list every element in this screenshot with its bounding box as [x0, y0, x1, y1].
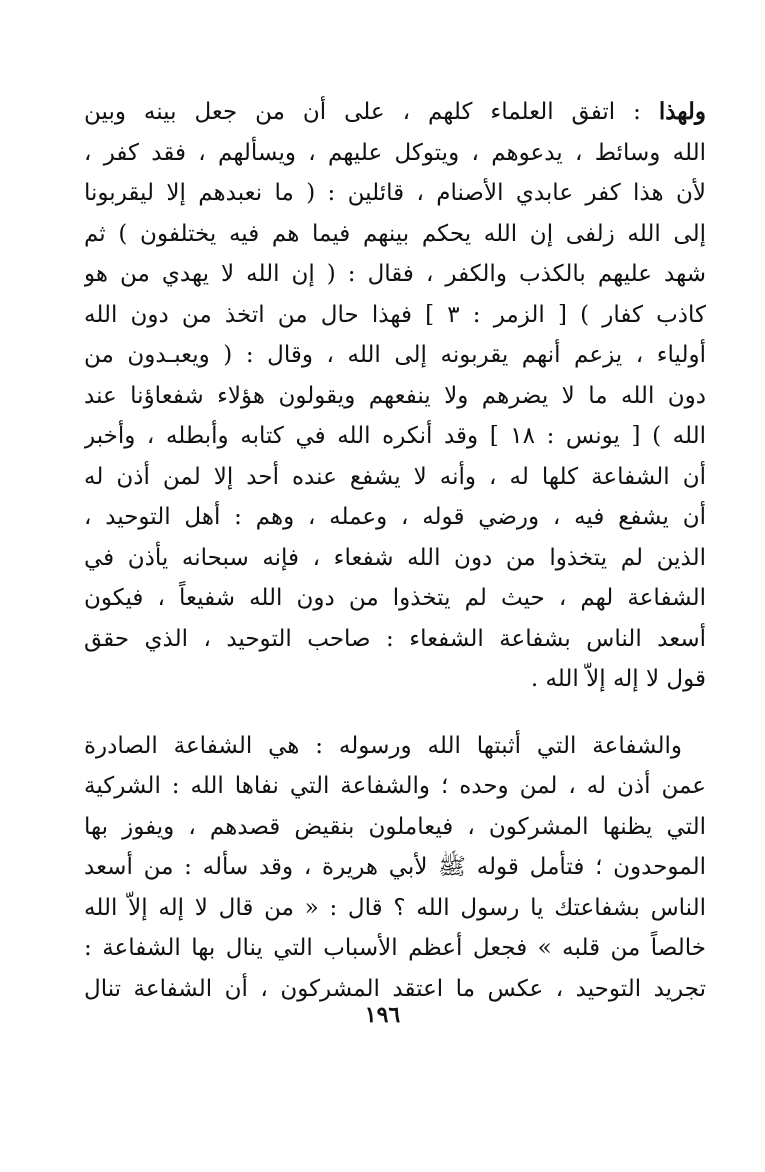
text-line: الشفاعة لهم ، حيث لم يتخذوا من دون الله شفيعاً ، فيكون: [84, 585, 706, 611]
paragraph-2: [84, 726, 706, 1010]
text-line: [84, 92, 706, 133]
text-line: خالصاً من قلبه » فجعل أعظم الأسباب التي ينال بها الشفاعة :: [84, 935, 706, 961]
paragraph-1: [84, 92, 706, 700]
page-number: ١٩٦: [364, 1002, 401, 1028]
text-line: لأن هذا كفر عابدي الأصنام ، قائلين : ( ما نعبدهم إلا ليقربونا: [84, 180, 706, 206]
text-line: الناس بشفاعتك يا رسول الله ؟ قال : « من قال لا إله إلاّ الله: [84, 894, 706, 921]
text-line: الذين لم يتخذوا من دون الله شفعاء ، فإنه سبحانه يأذن في: [84, 544, 706, 571]
paragraph-gap: [84, 700, 706, 726]
text-line: قول لا إله إلاّ الله .: [530, 666, 706, 692]
text-line: الله ) [ يونس : ١٨ ] وقد أنكره الله في كتابه وأبطله ، وأخبر: [84, 423, 706, 449]
text-line: تجريد التوحيد ، عكس ما اعتقد المشركون ، أن الشفاعة تنال: [84, 975, 706, 1002]
text-line: إلى الله زلفى إن الله يحكم بينهم فيما هم فيه يختلفون ) ثم: [84, 220, 706, 247]
text-line: الله وسائط ، يدعوهم ، ويتوكل عليهم ، ويسألهم ، فقد كفر ،: [84, 139, 706, 166]
text-line: دون الله ما لا يضرهم ولا ينفعهم ويقولون هؤلاء شفعاؤنا عند: [84, 382, 706, 409]
text-line: الموحدون ؛ فتأمل قوله ﷺ لأبي هريرة ، وقد سأله : من أسعد: [84, 854, 706, 880]
text-line: أسعد الناس بشفاعة الشفعاء : صاحب التوحيد ، الذي حقق: [84, 625, 706, 652]
text-line: التي يظنها المشركون ، فيعاملون بنقيض قصدهم ، ويفوز بها: [84, 813, 706, 840]
text-line: أن يشفع فيه ، ورضي قوله ، وعمله ، وهم : أهل التوحيد ،: [84, 504, 706, 530]
line-rest: : اتفق العلماء كلهم ، على أن من جعل بينه وبين: [84, 99, 659, 125]
lead-word: ولهذا: [658, 98, 706, 125]
text-line: أن الشفاعة كلها له ، وأنه لا يشفع عنده أحد إلا لمن أذن له: [84, 463, 706, 490]
page-body: [84, 92, 706, 1009]
text-line: عمن أذن له ، لمن وحده ؛ والشفاعة التي نفاها الله : الشركية: [84, 773, 706, 799]
text-line: كاذب كفار ) [ الزمر : ٣ ] فهذا حال من اتخذ من دون الله: [84, 301, 706, 328]
text-line: والشفاعة التي أثبتها الله ورسوله : هي الشفاعة الصادرة: [84, 732, 682, 759]
text-line: أولياء ، يزعم أنهم يقربونه إلى الله ، وقال : ( ويعبـدون من: [84, 342, 706, 368]
text-line: شهد عليهم بالكذب والكفر ، فقال : ( إن الله لا يهدي من هو: [84, 261, 706, 287]
